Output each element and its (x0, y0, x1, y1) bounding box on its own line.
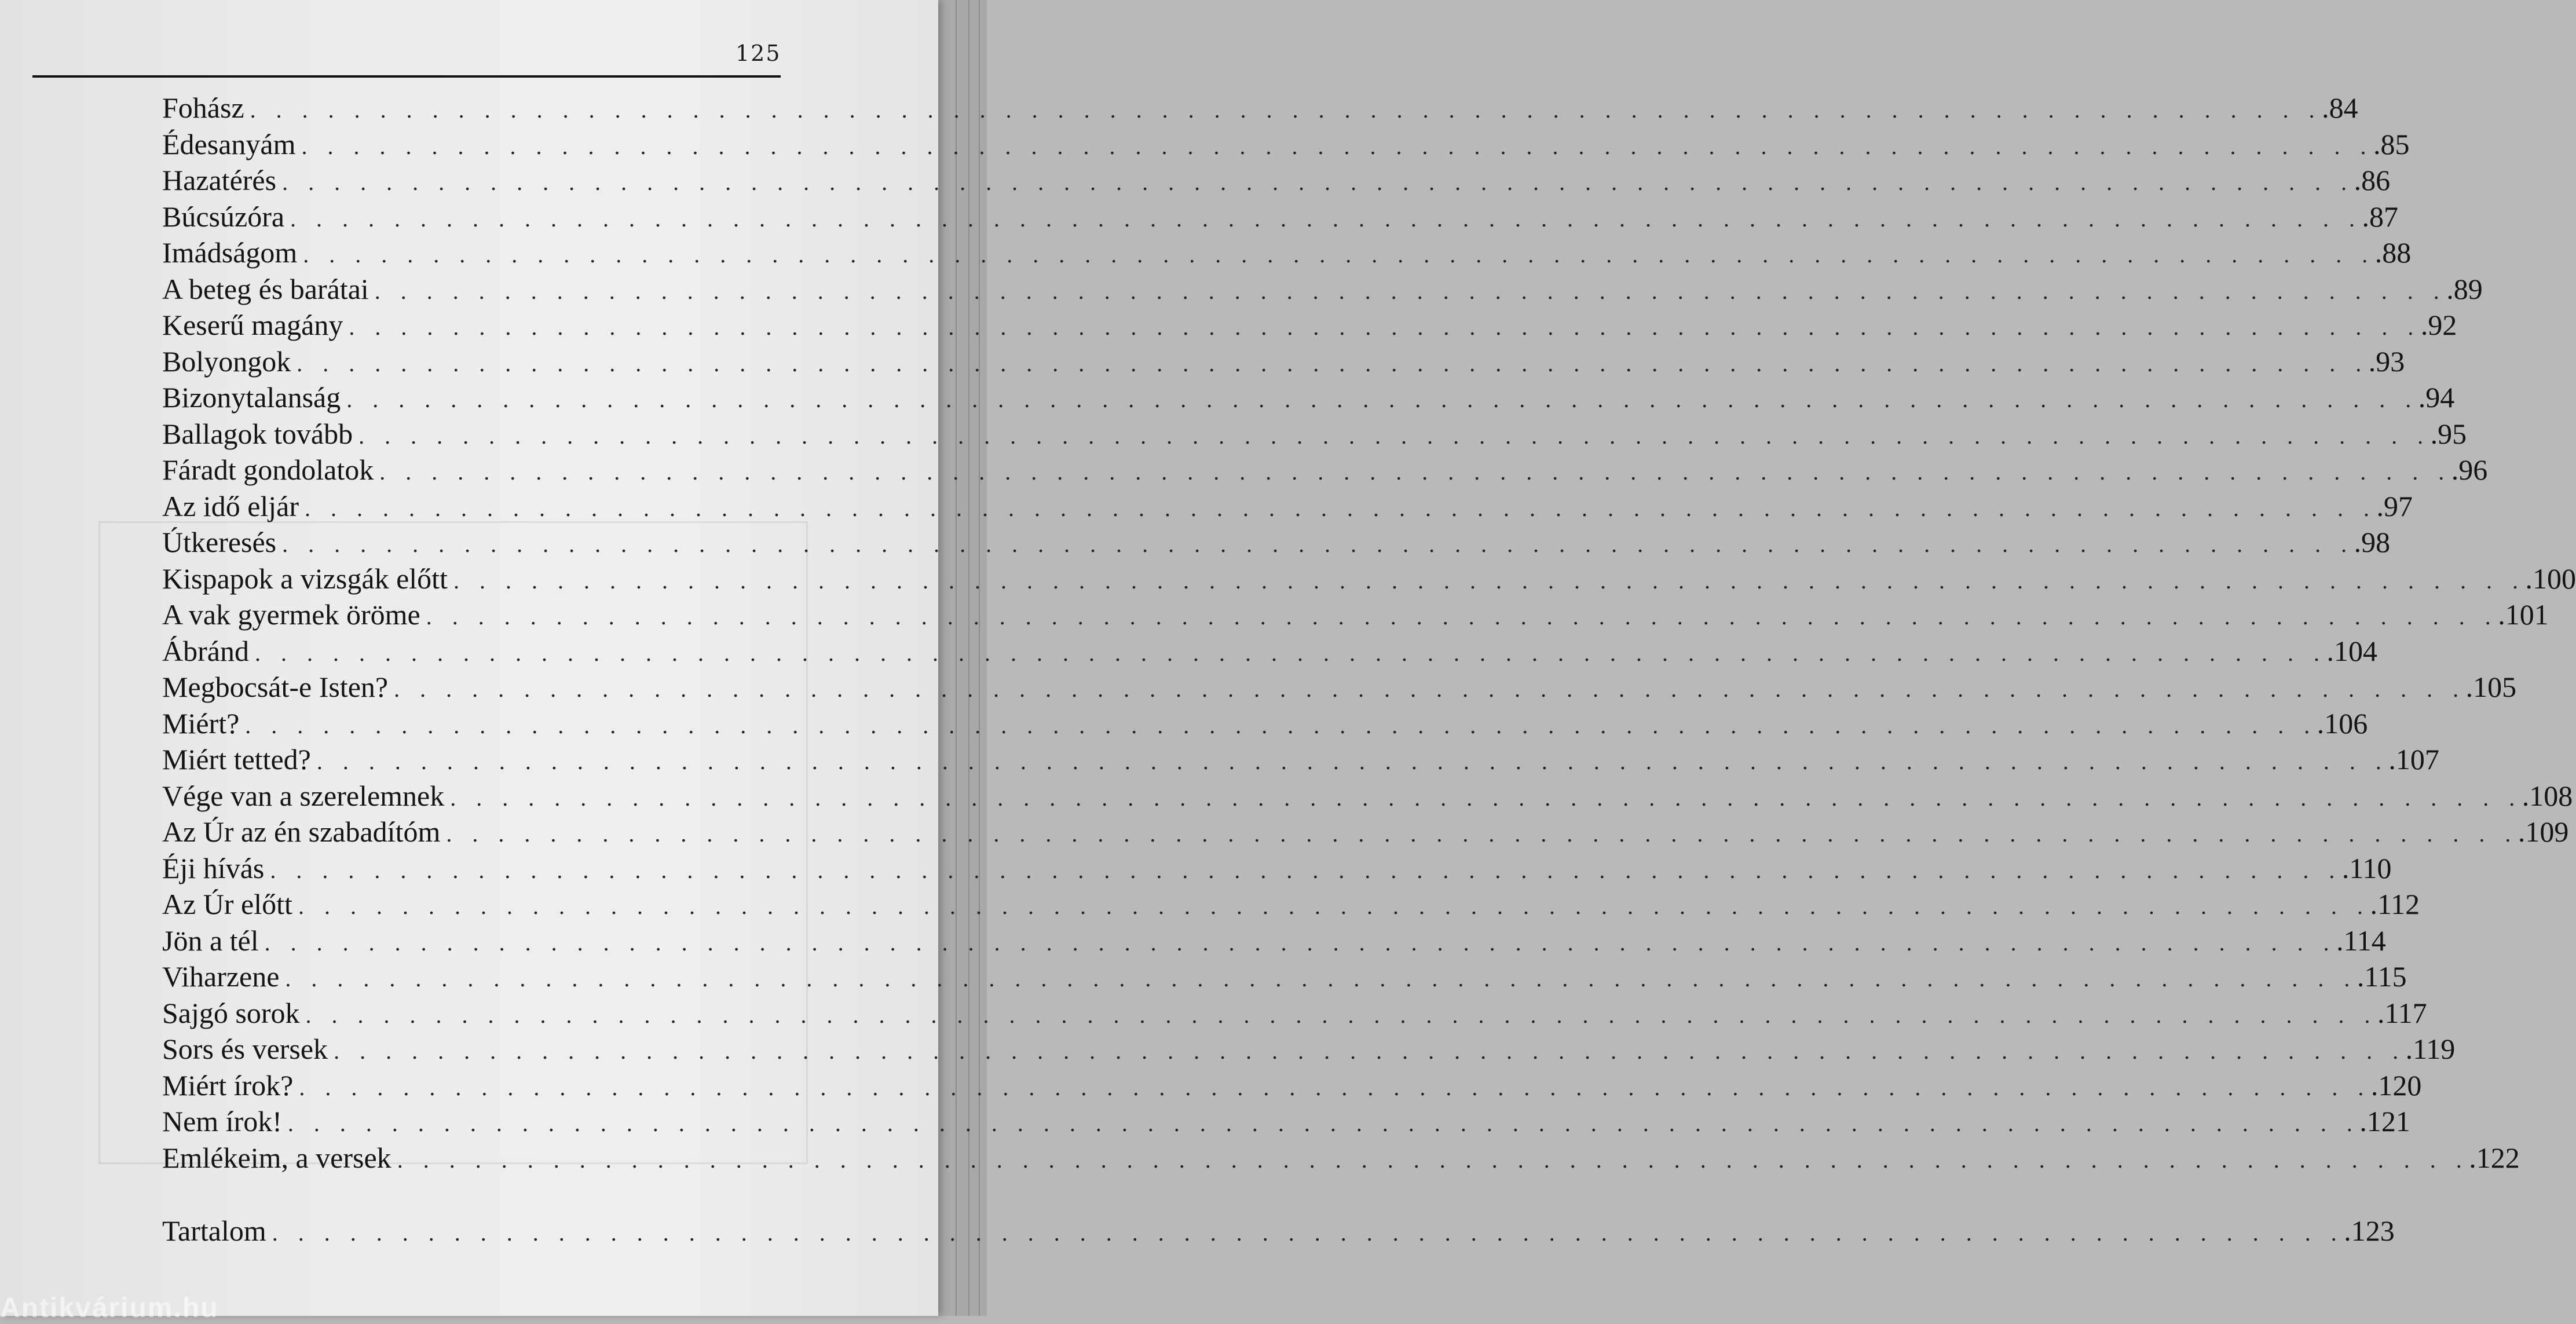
table-of-contents (162, 90, 2576, 1249)
toc-entry (162, 307, 2457, 343)
toc-entry-title: Hazatérés (162, 164, 277, 196)
toc-entry-page: . 94 (2418, 379, 2455, 416)
toc-entry-page: . 85 (2373, 126, 2410, 163)
toc-entry-title: Éji hívás (162, 851, 265, 884)
toc-dot-leader: . . . . . . . . . . . . . . . . . . . . . . . . . . . . . . . . . . . . . . . . . . . . . . . . . . . . . . . . . . . . . . . . . . . . . . . . . . . . . . . . (299, 1074, 2371, 1100)
toc-dot-leader: . . . . . . . . . . . . . . . . . . . . . . . . . . . . . . . . . . . . . . . . . . . . . . . . . . . . . . . . . . . . . . . . . . . . . . . . . . . . . . . . (374, 277, 2447, 304)
toc-dot-leader: . . . . . . . . . . . . . . . . . . . . . . . . . . . . . . . . . . . . . . . . . . . . . . . . . . . . . . . . . . . . . . . . . . . . . . . . . . . . . . . . (450, 784, 2522, 811)
toc-entry-page: . 108 (2522, 778, 2573, 814)
toc-dot-leader: . . . . . . . . . . . . . . . . . . . . . . . . . . . . . . . . . . . . . . . . . . . . . . . . . . . . . . . . . . . . . . . . . . . . . . . . . . . . . . . . (301, 133, 2373, 159)
toc-entry-page: . 88 (2375, 235, 2412, 271)
toc-entry (162, 416, 2467, 452)
toc-entry-title: Jön a tél (162, 924, 259, 957)
toc-entry (162, 959, 2407, 995)
toc-entry (162, 488, 2413, 525)
toc-entry-page: . 120 (2371, 1067, 2422, 1104)
toc-entry (162, 524, 2391, 561)
toc-entry (162, 1103, 2410, 1140)
toc-entry (162, 995, 2427, 1032)
toc-entry-page: . 106 (2317, 705, 2368, 742)
toc-entry-title: Megbocsát-e Isten? (162, 671, 389, 703)
toc-entry-page: . 92 (2421, 307, 2457, 343)
toc-dot-leader: . . . . . . . . . . . . . . . . . . . . . . . . . . . . . . . . . . . . . . . . . . . . . . . . . . . . . . . . . . . . . . . . . . . . . . . . . . . . . . . . (282, 531, 2354, 557)
toc-dot-leader: . . . . . . . . . . . . . . . . . . . . . . . . . . . . . . . . . . . . . . . . . . . . . . . . . . . . . . . . . . . . . . . . . . . . . . . . . . . . . . . . (346, 386, 2418, 412)
toc-entry (162, 886, 2420, 923)
toc-entry-page: . 112 (2370, 886, 2420, 923)
toc-dot-leader: . . . . . . . . . . . . . . . . . . . . . . . . . . . . . . . . . . . . . . . . . . . . . . . . . . . . . . . . . . . . . . . . . . . . . . . . . . . . . . . . (298, 893, 2370, 919)
toc-entry-title: Útkeresés (162, 526, 277, 558)
toc-entry-page: . 115 (2357, 959, 2407, 995)
toc-entry-title: Az Úr előtt (162, 888, 292, 920)
toc-entry-page: . 119 (2406, 1031, 2456, 1067)
toc-entry (162, 597, 2549, 633)
toc-dot-leader: . . . . . . . . . . . . . . . . . . . . . . . . . . . . . . . . . . . . . . . . . . . . . . . . . . . . . . . . . . . . . . . . . . . . . . . . . . . . . . . . (285, 965, 2357, 992)
toc-entry-page: . 98 (2354, 524, 2391, 561)
toc-entry-page: . 86 (2354, 162, 2391, 199)
toc-entry-page: . 114 (2336, 923, 2386, 959)
toc-entry (162, 741, 2439, 778)
toc-entry-page: . 97 (2377, 488, 2413, 525)
toc-entry-title: Az Úr az én szabadítóm (162, 815, 441, 848)
toc-entry (162, 452, 2488, 488)
toc-entry-page: . 89 (2446, 271, 2483, 308)
toc-entry-page: . 87 (2362, 199, 2399, 235)
toc-dot-leader: . . . . . . . . . . . . . . . . . . . . . . . . . . . . . . . . . . . . . . . . . . . . . . . . . . . . . . . . . . . . . . . . . . . . . . . . . . . . . . . . (316, 748, 2389, 774)
toc-dot-leader: . . . . . . . . . . . . . . . . . . . . . . . . . . . . . . . . . . . . . . . . . . . . . . . . . . . . . . . . . . . . . . . . . . . . . . . . . . . . . . . . (287, 1110, 2360, 1136)
toc-dot-leader: . . . . . . . . . . . . . . . . . . . . . . . . . . . . . . . . . . . . . . . . . . . . . . . . . . . . . . . . . . . . . . . . . . . . . . . . . . . . . . . . (453, 567, 2526, 594)
toc-entry (162, 379, 2455, 416)
toc-entry-title: A beteg és barátai (162, 272, 369, 305)
toc-dot-leader: . . . . . . . . . . . . . . . . . . . . . . . . . . . . . . . . . . . . . . . . . . . . . . . . . . . . . . . . . . . . . . . . . . . . . . . . . . . . . . . . (379, 459, 2451, 485)
toc-entry-title: Imádságom (162, 236, 298, 269)
watermark: Antikvárium.hu (0, 1293, 219, 1323)
toc-entry-title: Fáradt gondolatok (162, 453, 374, 486)
toc-dot-leader: . . . . . . . . . . . . . . . . . . . . . . . . . . . . . . . . . . . . . . . . . . . . . . . . . . . . . . . . . . . . . . . . . . . . . . . . . . . . . . . . (297, 350, 2369, 376)
toc-entry-title: Miért? (162, 707, 240, 740)
toc-dot-leader: . . . . . . . . . . . . . . . . . . . . . . . . . . . . . . . . . . . . . . . . . . . . . . . . . . . . . . . . . . . . . . . . . . . . . . . . . . . . . . . . (397, 1146, 2469, 1173)
toc-entry (162, 90, 2358, 126)
toc-dot-leader: . . . . . . . . . . . . . . . . . . . . . . . . . . . . . . . . . . . . . . . . . . . . . . . . . . . . . . . . . . . . . . . . . . . . . . . . . . . . . . . . (264, 929, 2337, 956)
toc-entry-page: . 117 (2377, 995, 2427, 1032)
toc-entry (162, 162, 2391, 199)
toc-entry-title: Sors és versek (162, 1033, 328, 1065)
toc-entry-page: . 121 (2359, 1103, 2410, 1140)
toc-entry-title: Vége van a szerelemnek (162, 779, 445, 812)
toc-dot-leader: . . . . . . . . . . . . . . . . . . . . . . . . . . . . . . . . . . . . . . . . . . . . . . . . . . . . . . . . . . . . . . . . . . . . . . . . . . . . . . . . (272, 1220, 2344, 1246)
toc-dot-leader: . . . . . . . . . . . . . . . . . . . . . . . . . . . . . . . . . . . . . . . . . . . . . . . . . . . . . . . . . . . . . . . . . . . . . . . . . . . . . . . . (349, 314, 2421, 340)
toc-dot-leader: . . . . . . . . . . . . . . . . . . . . . . . . . . . . . . . . . . . . . . . . . . . . . . . . . . . . . . . . . . . . . . . . . . . . . . . . . . . . . . . . (290, 205, 2362, 232)
toc-entry-title: Tartalom (162, 1215, 266, 1247)
toc-entry (162, 343, 2405, 380)
toc-entry-page: . 96 (2451, 452, 2488, 488)
toc-entry-title: A vak gyermek öröme (162, 598, 420, 631)
toc-dot-leader: . . . . . . . . . . . . . . . . . . . . . . . . . . . . . . . . . . . . . . . . . . . . . . . . . . . . . . . . . . . . . . . . . . . . . . . . . . . . . . . . (250, 97, 2322, 123)
toc-entry (162, 271, 2483, 308)
toc-entry-page: . 123 (2344, 1213, 2395, 1249)
toc-entry-page: . 100 (2525, 561, 2576, 597)
toc-dot-leader: . . . . . . . . . . . . . . . . . . . . . . . . . . . . . . . . . . . . . . . . . . . . . . . . . . . . . . . . . . . . . . . . . . . . . . . . . . . . . . . . (245, 712, 2317, 738)
toc-entry-page: . 105 (2466, 669, 2517, 705)
toc-entry-title: Az idő eljár (162, 489, 299, 522)
toc-dot-leader: . . . . . . . . . . . . . . . . . . . . . . . . . . . . . . . . . . . . . . . . . . . . . . . . . . . . . . . . . . . . . . . . . . . . . . . . . . . . . . . . (358, 422, 2431, 449)
toc-dot-leader: . . . . . . . . . . . . . . . . . . . . . . . . . . . . . . . . . . . . . . . . . . . . . . . . . . . . . . . . . . . . . . . . . . . . . . . . . . . . . . . . (394, 676, 2466, 702)
toc-entry-title: Bolyongok (162, 345, 291, 378)
toc-entry-title: Sajgó sorok (162, 996, 300, 1029)
toc-entry-page: . 93 (2369, 343, 2405, 380)
toc-entry-title: Miért írok? (162, 1069, 294, 1102)
toc-entry (162, 235, 2412, 271)
toc-entry (162, 561, 2576, 597)
toc-dot-leader: . . . . . . . . . . . . . . . . . . . . . . . . . . . . . . . . . . . . . . . . . . . . . . . . . . . . . . . . . . . . . . . . . . . . . . . . . . . . . . . . (334, 1038, 2406, 1064)
toc-dot-leader: . . . . . . . . . . . . . . . . . . . . . . . . . . . . . . . . . . . . . . . . . . . . . . . . . . . . . . . . . . . . . . . . . . . . . . . . . . . . . . . . (303, 242, 2375, 268)
toc-entry (162, 850, 2392, 887)
toc-entry (162, 1140, 2520, 1176)
toc-entry (162, 1031, 2456, 1067)
toc-entry-page: . 110 (2342, 850, 2392, 887)
toc-entry-page: . 107 (2388, 741, 2439, 778)
page-number: 125 (736, 41, 781, 66)
toc-entry (162, 126, 2410, 163)
toc-entry-page: . 101 (2498, 597, 2549, 633)
toc-entry (162, 778, 2573, 814)
toc-entry (162, 633, 2377, 670)
toc-dot-leader: . . . . . . . . . . . . . . . . . . . . . . . . . . . . . . . . . . . . . . . . . . . . . . . . . . . . . . . . . . . . . . . . . . . . . . . . . . . . . . . . (282, 169, 2354, 195)
toc-entry-title: Édesanyám (162, 127, 296, 160)
toc-entry-title: Nem írok! (162, 1105, 282, 1138)
toc-entry-title: Keserű magány (162, 309, 343, 341)
toc-entry-title: Ábránd (162, 634, 249, 667)
toc-entry-page: . 104 (2326, 633, 2377, 670)
toc-entry-page: . 122 (2469, 1140, 2520, 1176)
toc-dot-leader: . . . . . . . . . . . . . . . . . . . . . . . . . . . . . . . . . . . . . . . . . . . . . . . . . . . . . . . . . . . . . . . . . . . . . . . . . . . . . . . . (270, 857, 2342, 883)
toc-entry (162, 923, 2386, 959)
toc-entry-page: . 84 (2322, 90, 2358, 126)
toc-entry-title: Ballagok tovább (162, 417, 353, 450)
toc-dot-leader: . . . . . . . . . . . . . . . . . . . . . . . . . . . . . . . . . . . . . . . . . . . . . . . . . . . . . . . . . . . . . . . . . . . . . . . . . . . . . . . . (305, 1001, 2377, 1028)
toc-entry (162, 705, 2368, 742)
toc-entry-title: Fohász (162, 92, 244, 124)
toc-entry-title: Viharzene (162, 960, 280, 993)
toc-entry-title: Bizonytalanság (162, 381, 341, 414)
toc-dot-leader: . . . . . . . . . . . . . . . . . . . . . . . . . . . . . . . . . . . . . . . . . . . . . . . . . . . . . . . . . . . . . . . . . . . . . . . . . . . . . . . . (446, 821, 2518, 847)
toc-entry-page: . 95 (2431, 416, 2467, 452)
toc-dot-leader: . . . . . . . . . . . . . . . . . . . . . . . . . . . . . . . . . . . . . . . . . . . . . . . . . . . . . . . . . . . . . . . . . . . . . . . . . . . . . . . . (254, 639, 2327, 666)
toc-entry-title: Miért tetted? (162, 743, 311, 776)
toc-entry (162, 1067, 2422, 1104)
toc-entry-title: Kispapok a vizsgák előtt (162, 562, 448, 595)
toc-entry (162, 199, 2399, 235)
toc-entry-final (162, 1213, 2395, 1249)
header-rule (32, 75, 781, 78)
toc-entry-page: . 109 (2518, 814, 2569, 850)
toc-dot-leader: . . . . . . . . . . . . . . . . . . . . . . . . . . . . . . . . . . . . . . . . . . . . . . . . . . . . . . . . . . . . . . . . . . . . . . . . . . . . . . . . (305, 495, 2377, 521)
toc-dot-leader: . . . . . . . . . . . . . . . . . . . . . . . . . . . . . . . . . . . . . . . . . . . . . . . . . . . . . . . . . . . . . . . . . . . . . . . . . . . . . . . . (426, 604, 2498, 630)
toc-entry-title: Emlékeim, a versek (162, 1141, 391, 1174)
toc-entry-title: Búcsúzóra (162, 200, 285, 233)
toc-entry (162, 814, 2569, 850)
toc-entry (162, 669, 2517, 705)
